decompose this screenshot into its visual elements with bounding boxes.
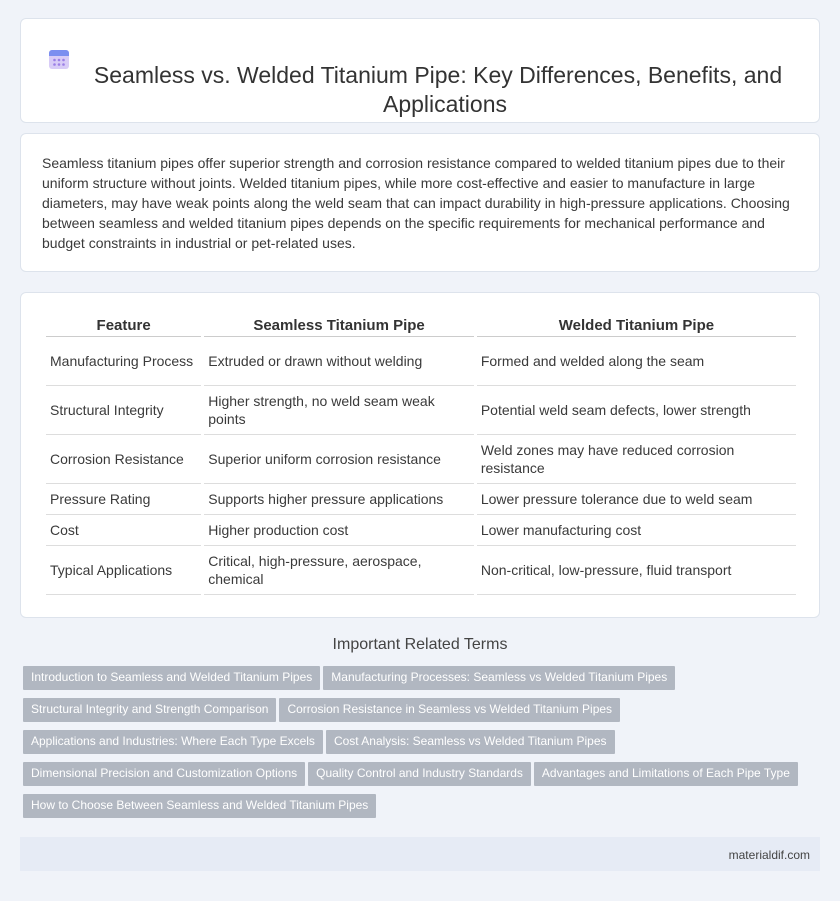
related-term-link[interactable]: Cost Analysis: Seamless vs Welded Titanium Pipes: [326, 730, 615, 754]
welded-cell: Weld zones may have reduced corrosion resistance: [477, 435, 796, 484]
page-title: Seamless vs. Welded Titanium Pipe: Key Differences, Benefits, and Applications: [93, 62, 783, 117]
feature-cell: Corrosion Resistance: [46, 435, 201, 484]
feature-cell: Typical Applications: [46, 546, 201, 595]
header-feature: Feature: [46, 316, 201, 337]
welded-cell: Potential weld seam defects, lower strength: [477, 386, 796, 435]
table-row: [46, 386, 796, 435]
related-term-link[interactable]: Applications and Industries: Where Each Type Excels: [23, 730, 323, 754]
related-term-link[interactable]: Manufacturing Processes: Seamless vs Welded Titanium Pipes: [323, 666, 675, 690]
seamless-cell: Extruded or drawn without welding: [204, 337, 474, 386]
comparison-card: [20, 292, 820, 618]
calendar-grid-icon: [47, 47, 71, 71]
footer: [20, 837, 820, 871]
title-card: [20, 18, 820, 123]
seamless-cell: Critical, high-pressure, aerospace, chemical: [204, 546, 474, 595]
table-row: [46, 546, 796, 595]
related-term-link[interactable]: Advantages and Limitations of Each Pipe Type: [534, 762, 798, 786]
table-row: [46, 515, 796, 546]
welded-cell: Formed and welded along the seam: [477, 337, 796, 386]
header-welded: Welded Titanium Pipe: [477, 316, 796, 337]
feature-cell: Pressure Rating: [46, 484, 201, 515]
related-term-link[interactable]: Dimensional Precision and Customization Options: [23, 762, 305, 786]
seamless-cell: Higher production cost: [204, 515, 474, 546]
seamless-cell: Supports higher pressure applications: [204, 484, 474, 515]
feature-cell: Cost: [46, 515, 201, 546]
table-row: [46, 435, 796, 484]
table-row: [46, 484, 796, 515]
related-terms-title: Important Related Terms: [332, 636, 508, 653]
feature-cell: Manufacturing Process: [46, 337, 201, 386]
intro-paragraph: Seamless titanium pipes offer superior strength and corrosion resistance compared to welded titanium pipes due to their uniform structure without joints. Welded titanium pipes, while more cost-effective and easier to manufacture in large diameters, may have weak points along the weld seam that can impact durability in high-pressure applications. Choosing between seamless and welded titanium pipes depends on the specific requirements for mechanical performance and budget constraints in industrial or pet-related uses.: [42, 155, 790, 251]
intro-card: [20, 133, 820, 272]
related-term-link[interactable]: How to Choose Between Seamless and Welded Titanium Pipes: [23, 794, 376, 818]
related-term-link[interactable]: Quality Control and Industry Standards: [308, 762, 531, 786]
seamless-cell: Superior uniform corrosion resistance: [204, 435, 474, 484]
site-name[interactable]: materialdif.com: [728, 848, 810, 862]
related-terms-section: [20, 636, 820, 826]
related-term-link[interactable]: Corrosion Resistance in Seamless vs Welded Titanium Pipes: [279, 698, 620, 722]
header-seamless: Seamless Titanium Pipe: [204, 316, 474, 337]
table-header-row: [46, 316, 796, 337]
welded-cell: Lower pressure tolerance due to weld seam: [477, 484, 796, 515]
related-terms-list: [20, 666, 810, 826]
table-row: [46, 337, 796, 386]
seamless-cell: Higher strength, no weld seam weak points: [204, 386, 474, 435]
welded-cell: Lower manufacturing cost: [477, 515, 796, 546]
comparison-table: [43, 316, 799, 595]
related-term-link[interactable]: Introduction to Seamless and Welded Titanium Pipes: [23, 666, 320, 690]
welded-cell: Non-critical, low-pressure, fluid transport: [477, 546, 796, 595]
feature-cell: Structural Integrity: [46, 386, 201, 435]
related-term-link[interactable]: Structural Integrity and Strength Comparison: [23, 698, 276, 722]
